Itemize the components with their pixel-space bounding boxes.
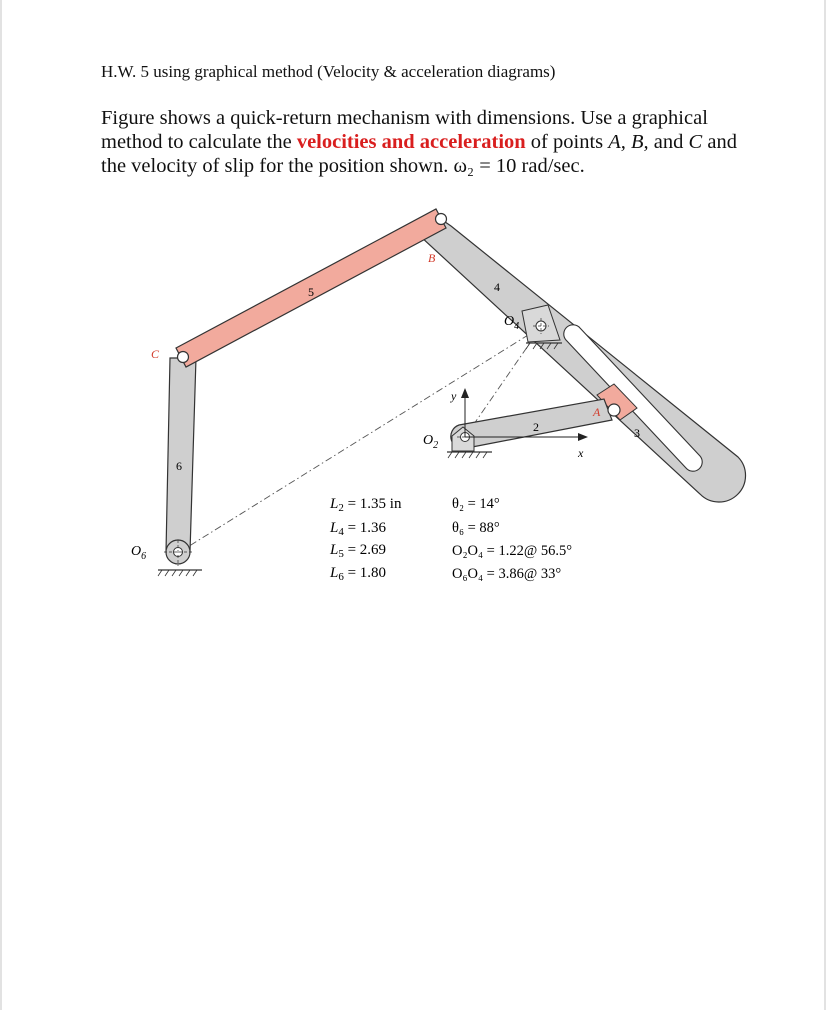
dist-o2o4: O₂O₄ = 1.22@ 56.5° <box>452 543 573 559</box>
y-axis-arrow <box>461 388 469 398</box>
problem-rest: and the velocity of slip for the position shown. ω₂ = 10 rad/sec. <box>101 131 737 177</box>
pin-c <box>178 352 189 363</box>
label-y: y <box>451 389 457 403</box>
label-point-c: C <box>151 347 160 361</box>
angle-theta2: θ₂ = 14° <box>452 496 500 512</box>
link-4-slot <box>564 325 702 471</box>
label-link-3: 3 <box>634 426 640 440</box>
length-l5: $L_5 = 2.69$ <box>330 542 387 560</box>
x-axis-arrow <box>578 433 588 441</box>
label-point-b: B <box>428 251 436 265</box>
label-o4: $O_4$ <box>504 314 520 332</box>
link-6 <box>166 358 196 552</box>
problem-and: and <box>648 131 689 153</box>
label-link-5: 5 <box>308 285 314 299</box>
label-link-4: 4 <box>494 280 500 294</box>
problem-points: A, B, <box>608 131 649 153</box>
problem-point-c: C <box>688 131 703 153</box>
length-l2: $L_2 = 1.35$ in <box>330 496 402 514</box>
label-link-2: 2 <box>533 420 539 434</box>
pin-b <box>436 214 447 225</box>
problem-mid: of points <box>525 131 609 153</box>
label-x: x <box>578 446 584 460</box>
link-2 <box>451 399 612 449</box>
label-o2: $O_2$ <box>423 433 439 451</box>
label-point-a: A <box>593 405 601 419</box>
pin-a <box>608 404 620 416</box>
length-l6: $L_6 = 1.80$ <box>330 565 387 583</box>
angles-list <box>452 496 572 582</box>
lengths-list <box>329 496 402 583</box>
problem-intro: Figure shows a quick-return mechanism with dimensions. Use a graphical method to calculate the <box>101 107 708 153</box>
angle-theta6: θ₆ = 88° <box>452 520 500 536</box>
label-link-6: 6 <box>176 459 182 473</box>
label-o6: $O_6$ <box>131 544 147 562</box>
homework-title: H.W. 5 using graphical method (Velocity & acceleration diagrams) <box>101 62 556 81</box>
length-l4: $L_4 = 1.36$ <box>330 520 387 538</box>
problem-highlight: velocities and acceleration <box>296 131 526 153</box>
dist-o6o4: O₆O₄ = 3.86@ 33° <box>452 566 562 582</box>
